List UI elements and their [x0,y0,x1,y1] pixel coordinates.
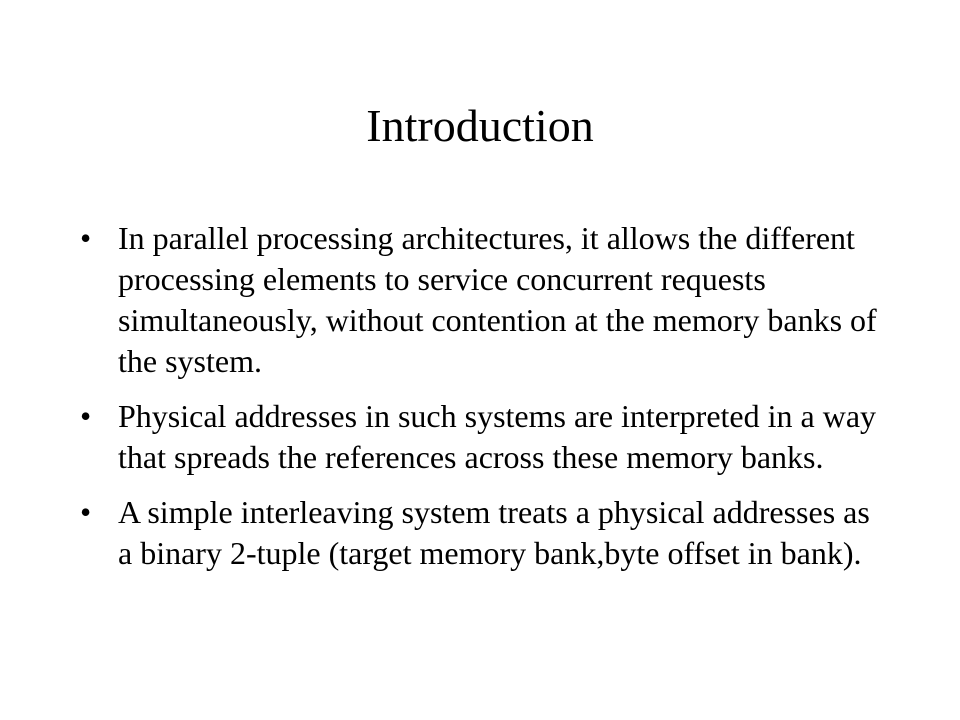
bullet-text: In parallel processing architectures, it allows the different processing elements to service concurrent requests simultaneously, without contention at the memory banks of the system. [118,220,877,379]
bullet-item [80,218,880,382]
bullet-item [80,396,880,478]
bullet-glyph: • [80,494,92,530]
bullet-list [80,218,880,588]
bullet-text: A simple interleaving system treats a physical addresses as a binary 2-tuple (target memory bank,byte offset in bank). [118,494,870,571]
bullet-text: Physical addresses in such systems are interpreted in a way that spreads the references across these memory banks. [118,398,877,475]
bullet-glyph: • [80,220,92,256]
slide-title: Introduction [366,100,594,151]
bullet-glyph: • [80,398,92,434]
bullet-item [80,492,880,574]
